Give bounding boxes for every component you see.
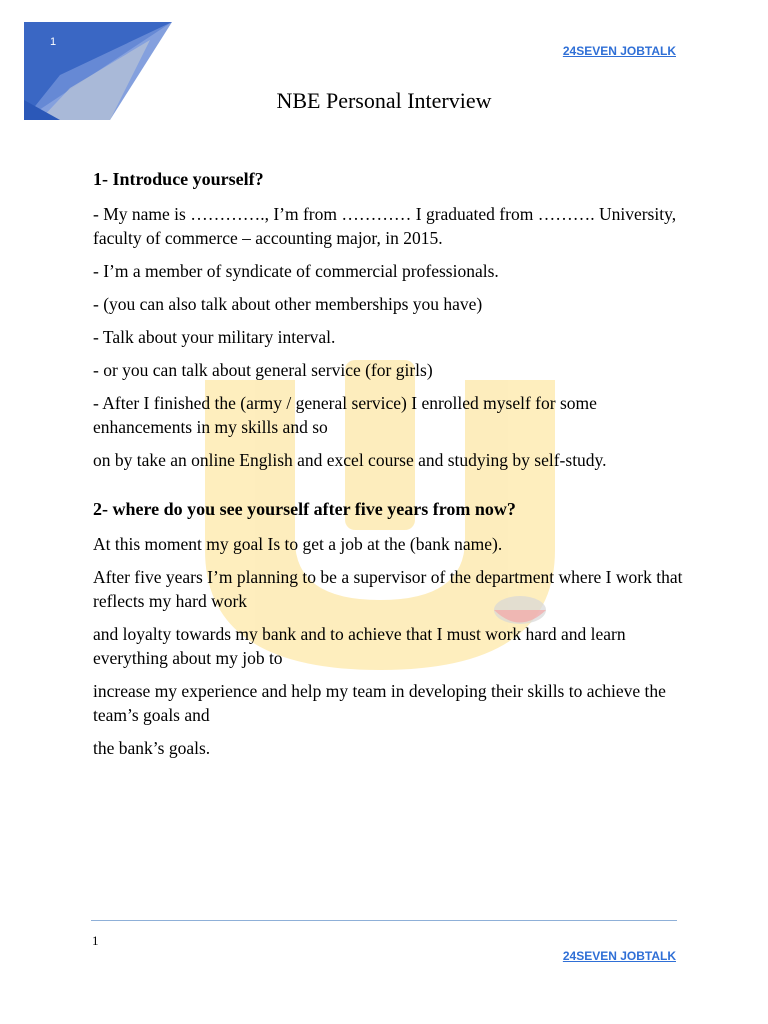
paragraph: - After I finished the (army / general service) I enrolled myself for some enhancements in my skills and so	[93, 393, 597, 437]
paragraph: - Talk about your military interval.	[93, 327, 336, 347]
footer-divider	[91, 920, 677, 921]
header-brand-link[interactable]: 24SEVEN JOBTALK	[562, 44, 676, 58]
document-body	[93, 168, 683, 769]
page-number-bottom: 1	[92, 933, 99, 948]
section-heading: 1- Introduce yourself?	[93, 169, 264, 189]
footer-brand-link[interactable]: 24SEVEN JOBTALK	[562, 949, 676, 963]
paragraph: the bank’s goals.	[93, 738, 211, 758]
paragraph: - or you can talk about general service (for girls)	[93, 360, 433, 380]
paragraph: and loyalty towards my bank and to achieve that I must work hard and learn everything about my job to	[93, 624, 626, 668]
paragraph: on by take an online English and excel course and studying by self-study.	[93, 450, 607, 470]
paragraph: After five years I’m planning to be a supervisor of the department where I work that reflects my hard work	[93, 567, 683, 611]
paragraph: At this moment my goal Is to get a job at the (bank name).	[93, 534, 503, 554]
page-number-top: 1	[50, 36, 57, 48]
paragraph: - I’m a member of syndicate of commercial professionals.	[93, 261, 499, 281]
paragraph: - (you can also talk about other memberships you have)	[93, 294, 483, 314]
page-title: NBE Personal Interview	[276, 88, 492, 113]
section-heading: 2- where do you see yourself after five years from now?	[93, 499, 516, 519]
corner-decoration	[0, 0, 200, 140]
paragraph: - My name is …………., I’m from ………… I graduated from ………. University, faculty of commerce – accounting major, in 2015.	[93, 204, 677, 248]
paragraph: increase my experience and help my team in developing their skills to achieve the team’s goals and	[93, 681, 666, 725]
